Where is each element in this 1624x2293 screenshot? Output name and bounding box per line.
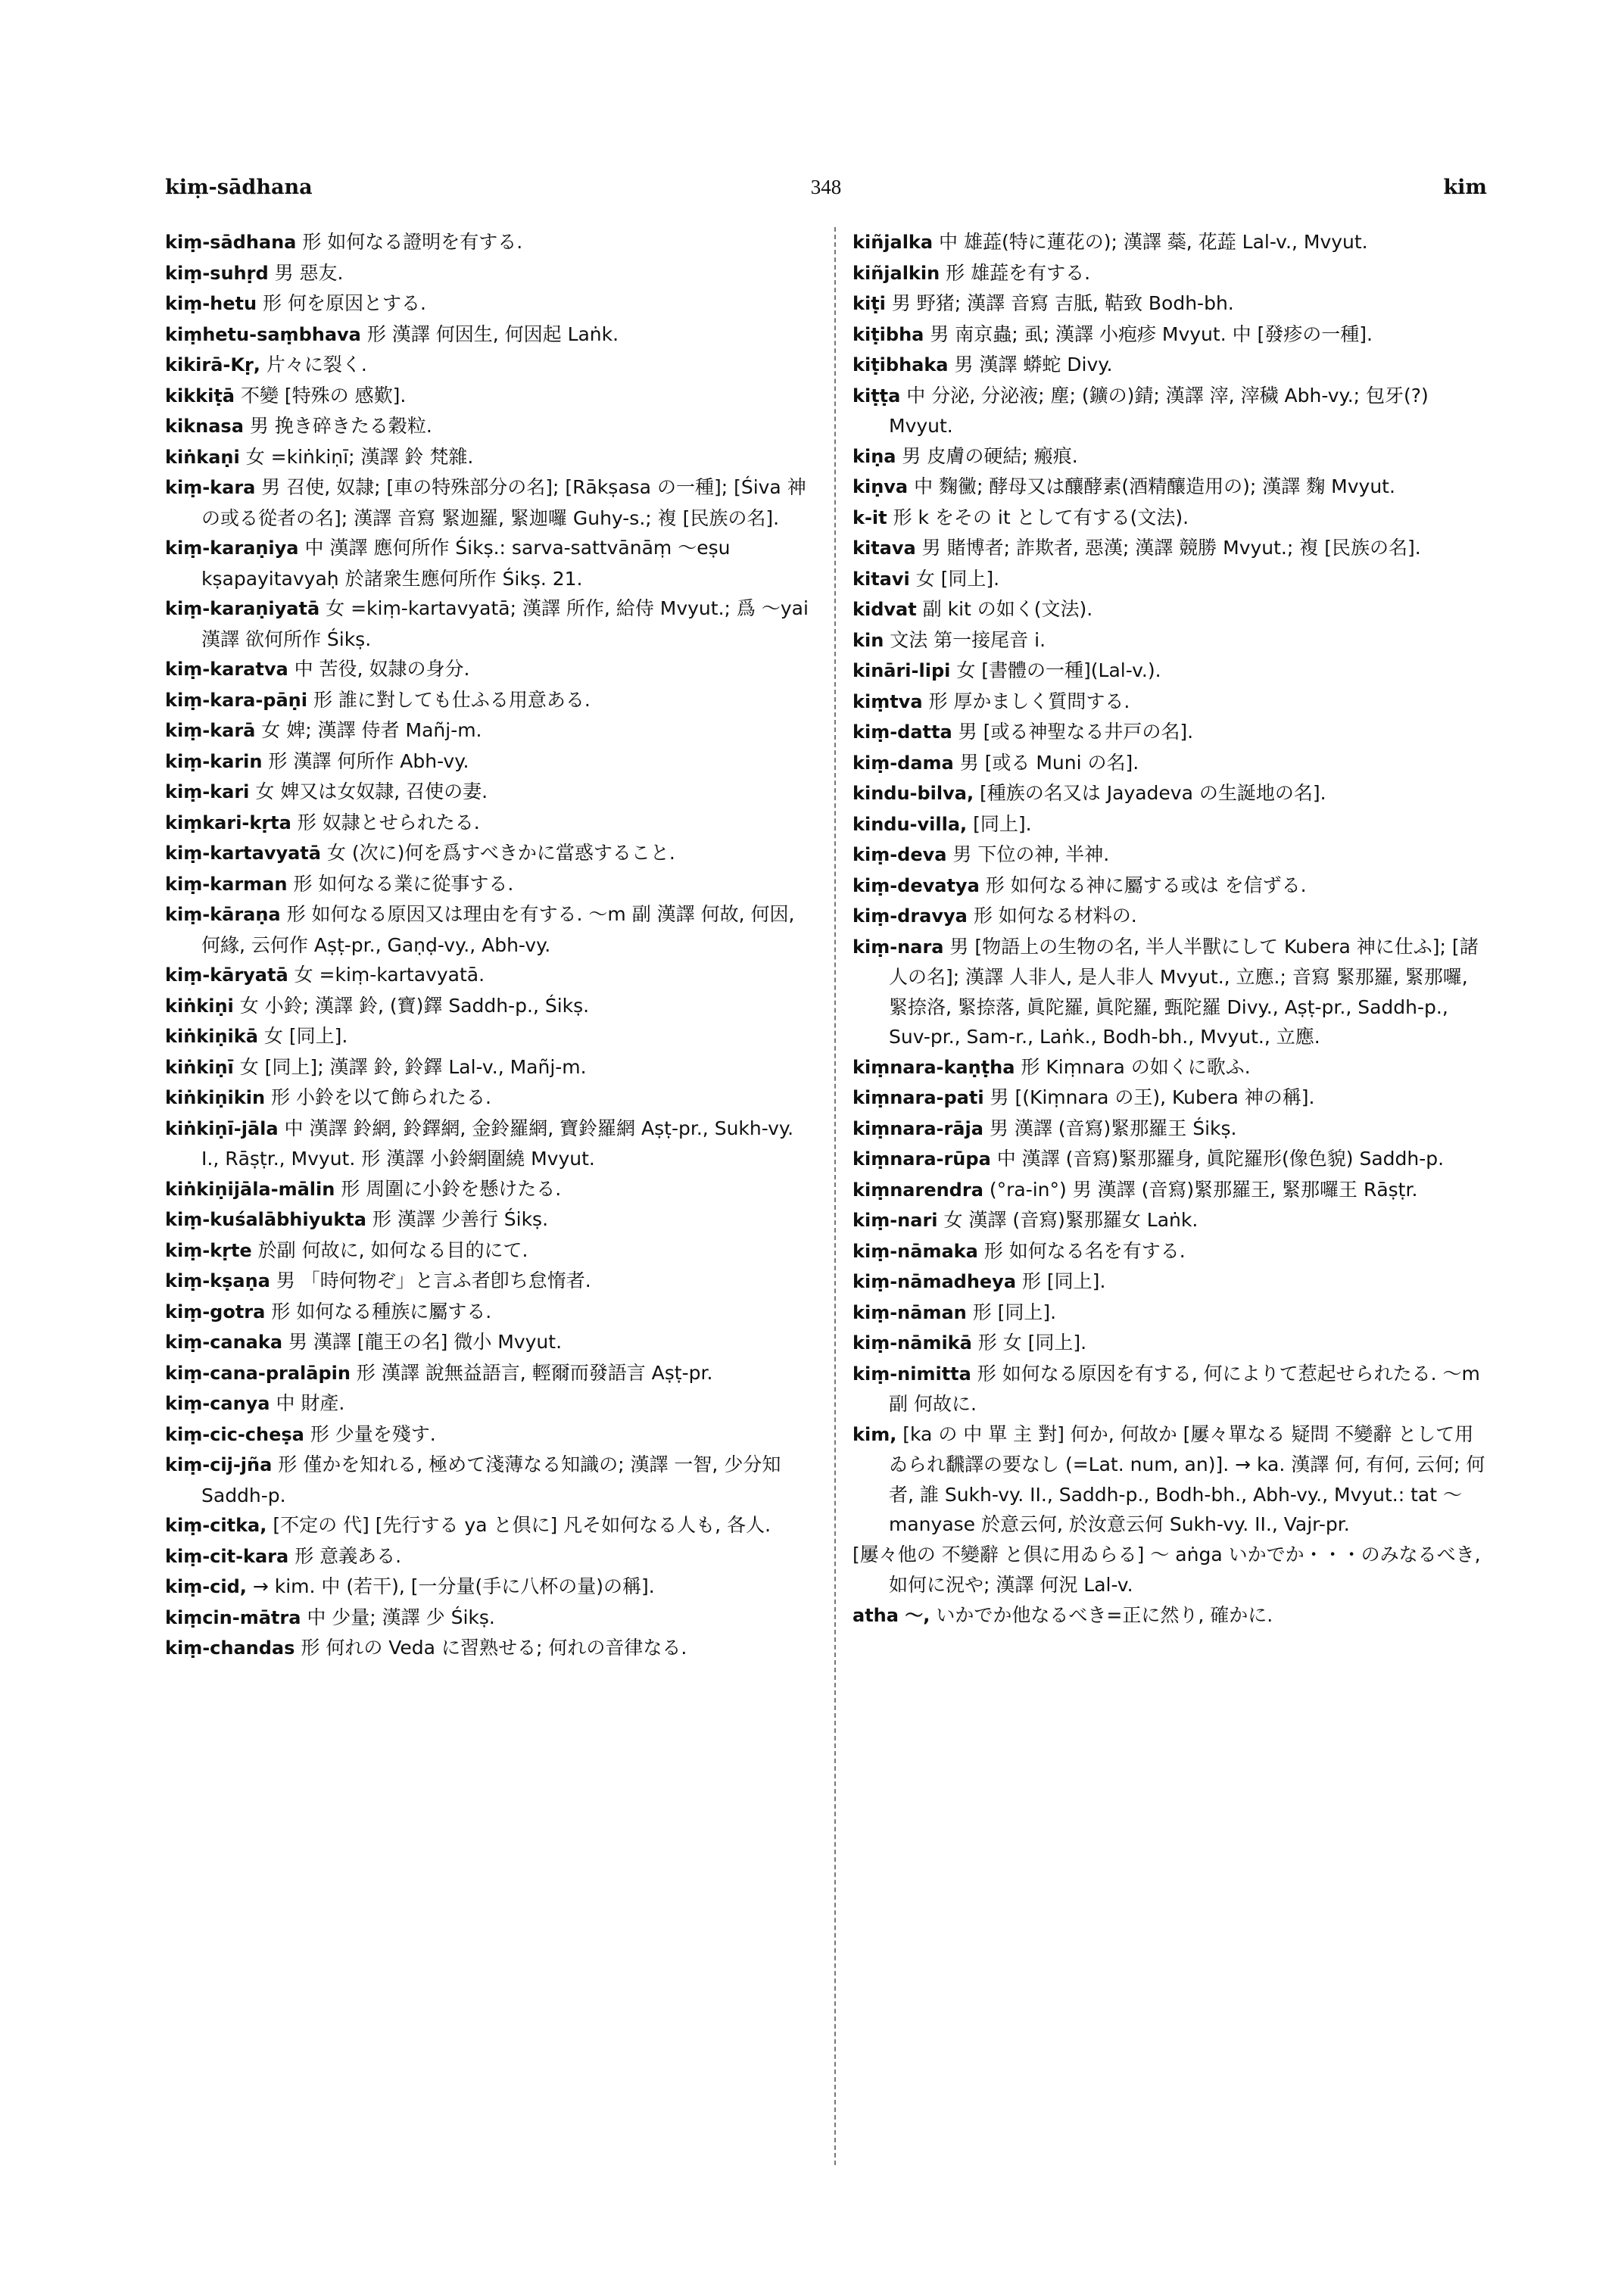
entry-headword: kiṃ-cid, [165,1576,247,1597]
dictionary-entry [853,288,1487,319]
entry-headword: kiṃnara-rūpa [853,1148,991,1170]
dictionary-entry [853,1175,1487,1206]
entry-headword: kiṃ-cit-kara [165,1545,289,1567]
dictionary-entry [165,1052,816,1083]
dictionary-entry [165,1297,816,1328]
dictionary-entry [853,1540,1487,1600]
dictionary-entry [853,1419,1487,1540]
dictionary-entry [165,1266,816,1297]
dictionary-entry [165,838,816,869]
dictionary-entry [853,1114,1487,1145]
entry-headword: kiṃ-karin [165,750,263,772]
entry-definition: 女 婢又は女奴隷, 召使の妻. [255,780,488,802]
dictionary-entry [165,350,816,381]
entry-headword: k-it [853,506,887,528]
dictionary-entry [853,1205,1487,1236]
dictionary-entry [165,685,816,716]
dictionary-entry [853,381,1487,441]
entry-headword: kiṃnara-pati [853,1087,984,1108]
entry-definition: 形 Kiṃnara の如くに歌ふ. [1021,1055,1251,1078]
entry-headword: kiṅkiṇijāla-mālin [165,1178,335,1200]
entry-definition: 女 [同上]. [915,567,1000,590]
entry-definition: [不定の 代] [先行する ya と倶に] 凡そ如何なる人も, 各人. [273,1514,771,1536]
entry-definition: 形 如何なる種族に屬する. [271,1300,492,1323]
entry-headword: kiṇva [853,476,909,497]
dictionary-entry [165,472,816,533]
entry-definition: 中 漢譯 (音寫)緊那羅身, 眞陀羅形(像色貌) Saddh-p. [996,1148,1445,1170]
entry-definition: [種族の名又は Jayadeva の生誕地の名]. [980,782,1326,804]
entry-headword: kiṃ-karaṇiya [165,537,299,559]
dictionary-entry [165,442,816,473]
entry-definition: (°ra-in°) 男 漢譯 (音寫)緊那羅王, 緊那囉王 Rāṣṭr. [989,1178,1418,1201]
entry-definition: 男 漢譯 (音寫)緊那羅王 Śikṣ. [989,1117,1237,1139]
entry-headword: kiṃ-nāman [853,1301,967,1323]
entry-headword: kiṃ-sādhana [165,232,297,253]
dictionary-entry [853,932,1487,1052]
entry-headword: kin [853,629,884,651]
dictionary-entry [165,1633,816,1664]
dictionary-entry [165,1419,816,1450]
entry-headword: kiṃ-datta [853,721,952,743]
entry-headword: kiṃ-chandas [165,1637,295,1659]
dictionary-entry [853,472,1487,503]
entry-headword: kiṃnarendra [853,1179,983,1201]
entry-headword: kiṃ-nāmaka [853,1240,978,1262]
entry-definition: 中 漢譯 鈴網, 鈴鐸網, 金鈴羅網, 寶鈴羅網 Aṣṭ-pr., Sukh-vy. I., Rāṣṭr., Mvyut. 形 漢譯 小鈴網圍繞 Mvyut. [201,1117,794,1170]
entry-headword: kiknasa [165,416,244,437]
dictionary-entry [853,625,1487,656]
entry-definition: [屢々他の 不變辭 と倶に用ゐらる] 〜 aṅga いかでか・・・のみなるべき, 如何に況や; 漢譯 何況 Lal-v. [853,1543,1481,1596]
entry-definition: 女 =kiṃ-kartavyatā; 漢譯 所作, 給侍 Mvyut.; 爲 〜yai 漢譯 欲何所作 Śikṣ. [201,597,809,650]
entry-definition: 形 如何なる名を有する. [983,1239,1186,1262]
entry-headword: kiṅkiṇikin [165,1087,266,1108]
dictionary-entry [853,441,1487,472]
entry-definition: 中 漢譯 應何所作 Śikṣ.: sarva-sattvānāṃ 〜eṣu kṣapayitavyaḥ 於諸衆生應何所作 Śikṣ. 21. [201,537,731,590]
entry-headword: kiṃ-nāmikā [853,1332,972,1354]
entry-definition: 男 [(Kiṃnara の王), Kubera 神の稱]. [990,1086,1315,1108]
entry-headword: kikkiṭā [165,385,235,407]
entry-definition: 形 何を原因とする. [263,292,426,314]
dictionary-entry [853,687,1487,718]
dictionary-entry [853,1328,1487,1359]
entry-definition: 形 意義ある. [295,1544,402,1567]
entry-headword: kiṃnara-rāja [853,1117,983,1139]
entry-headword: kiṅkiṇikā [165,1026,258,1047]
entry-definition: 男 南京蟲; 虱; 漢譯 小疱疹 Mvyut. 中 [發疹の一種]. [930,322,1373,345]
entry-definition: 男 漢譯 蟒蛇 Divy. [954,354,1113,375]
dictionary-entry [853,809,1487,840]
entry-headword: kiṃ-gotra [165,1301,266,1323]
entry-definition: いかでか他なるべき=正に然り, 確かに. [936,1603,1273,1626]
entry-headword: kidvat [853,599,917,620]
dictionary-entry [853,1083,1487,1114]
entry-definition: 不變 [特殊の 感歎]. [240,384,407,407]
entry-headword: kiṃ-kara [165,477,256,498]
dictionary-entry [165,1572,816,1603]
entry-headword: kitavi [853,568,910,590]
entry-headword: kiṭi [853,293,886,314]
entry-definition: 形 何れの Veda に習熟せる; 何れの音律なる. [301,1637,687,1659]
dictionary-entry [165,319,816,350]
entry-headword: kiṃ-nara [853,936,944,958]
entry-definition: 形 [同上]. [972,1301,1057,1323]
entry-headword: kiṃtva [853,690,923,712]
dictionary-entry [165,1388,816,1419]
entry-headword: kiṃ-karā [165,720,256,741]
dictionary-entry [165,715,816,746]
entry-headword: kiṃ-kṛte [165,1239,252,1261]
entry-definition: 文法 第一接尾音 i. [890,628,1046,651]
entry-definition: 形 漢譯 少善行 Śikṣ. [372,1208,549,1230]
dictionary-entry [853,1144,1487,1175]
dictionary-entry [165,1114,816,1174]
entry-headword: kiṃ-kari [165,781,250,802]
entry-headword: kiṃ-kāryatā [165,964,288,986]
dictionary-entry [853,840,1487,871]
dictionary-entry [165,1235,816,1266]
entry-definition: 男 [物語上の生物の名, 半人半獸にして Kubera 神に仕ふ]; [諸人の名]; 漢譯 人非人, 是人非人 Mvyut., 立應.; 音寫 緊那羅, 緊那囉, 緊捺洛, 緊捺落, 眞陀羅, 眞陀羅, 甄陀羅 Divy., Aṣṭ-pr., Saddh-p., Suv-pr., Sam-r., Laṅk., Bodh-bh., Mvyut., 立應. [889,935,1479,1048]
entry-definition: 形 僅かを知れる, 極めて淺薄なる知識の; 漢譯 一智, 少分知 Saddh-p. [201,1453,781,1506]
dictionary-entry [165,899,816,960]
dictionary-entry [165,991,816,1022]
entry-headword: kiṃ-devatya [853,874,980,896]
entry-definition: 形 周圍に小鈴を懸けたる. [341,1177,562,1200]
entry-headword: kiṃ-kāraṇa [165,904,281,925]
dictionary-entry [165,1541,816,1572]
entry-headword: kiṃ-deva [853,844,947,865]
entry-headword: kināri-lipi [853,660,951,681]
dictionary-entry [165,381,816,412]
entry-definition: 中 麴黴; 酵母又は釀酵素(酒精釀造用の); 漢譯 麴 Mvyut. [914,475,1395,497]
dictionary-entry [853,1236,1487,1267]
entry-headword: kiṅkiṇi [165,995,234,1017]
dictionary-entry [853,350,1487,381]
entry-definition: 形 少量を殘す. [310,1422,436,1445]
entry-definition: 形 k をその it として有する(文法). [893,506,1189,528]
dictionary-entry [165,777,816,808]
dictionary-entry [853,564,1487,595]
entry-definition: 女 (次に)何を爲すべきかに當惑すること. [326,842,675,864]
dictionary-entry [165,258,816,289]
dictionary-entry [165,869,816,900]
entry-definition: 男 賭博者; 詐欺者, 惡漢; 漢譯 競勝 Mvyut.; 複 [民族の名]. [921,537,1421,559]
entry-headword: kiñjalka [853,232,934,253]
entry-headword: kiṃ-kṣaṇa [165,1270,270,1291]
dictionary-entry [165,960,816,991]
dictionary-entry [853,656,1487,687]
entry-headword: kiṃ-kara-pāṇi [165,689,307,711]
entry-headword: kiṅkiṇī-jāla [165,1117,279,1139]
entry-headword: kitava [853,537,916,559]
entry-headword: kiṭṭa [853,385,901,407]
left-running-headword: kiṃ-sādhana [165,176,313,199]
entry-definition: 女 [同上]; 漢譯 鈴, 鈴鐸 Lal-v., Mañj-m. [239,1055,587,1078]
entry-definition: 男 召使, 奴隷; [車の特殊部分の名]; [Rākṣasa の一種]; [Śiva 神の或る從者の名]; 漢譯 音寫 緊迦羅, 緊迦囉 Guhy-s.; 複 [民族の名]. [201,476,806,529]
dictionary-entry [165,1204,816,1235]
dictionary-entry [853,1359,1487,1419]
entry-definition: 形 [同上]. [1021,1270,1106,1292]
entry-definition: 形 如何なる神に屬する或は を信ずる. [985,874,1307,896]
entry-headword: kiṃ-nāmadheya [853,1271,1017,1292]
entry-headword: kiṃ-karman [165,873,288,895]
entry-definition: 中 苦役, 奴隷の身分. [294,658,470,680]
entry-definition: 形 漢譯 何所作 Abh-vy. [268,749,469,772]
entry-definition: 男 [或る Muni の名]. [959,751,1139,774]
entry-definition: → kim. 中 (若干), [一分量(手に八杯の量)の稱]. [252,1575,655,1597]
dictionary-entry [165,594,816,654]
right-column [853,227,1487,1631]
entry-definition: 中 財產. [276,1392,345,1414]
entry-definition: 男 下位の神, 半神. [952,843,1110,865]
entry-definition: 男 「時何物ぞ」と言ふ者卽ち怠惰者. [276,1270,591,1291]
dictionary-entry [853,227,1487,258]
entry-headword: kiṃ-karatva [165,659,288,680]
entry-headword: kiṅkiṇī [165,1056,234,1078]
entry-definition: 男 野猪; 漢譯 音寫 吉胝, 鞊致 Bodh-bh. [891,292,1234,314]
entry-headword: kiṃ-dama [853,752,954,774]
dictionary-entry [853,778,1487,809]
entry-definition: 女 小鈴; 漢譯 鈴, (寶)鐸 Saddh-p., Śikṣ. [239,994,590,1017]
entry-headword: kiṭibhaka [853,354,949,375]
dictionary-entry [853,503,1487,534]
entry-definition: 男 挽き碎きたる穀粒. [249,415,432,437]
entry-definition: 女 =kiṅkiṇī; 漢譯 鈴 梵雜. [245,445,474,468]
entry-headword: kiṃnara-kaṇṭha [853,1056,1015,1078]
entry-headword: kiṃ-nari [853,1210,938,1231]
dictionary-entry [853,717,1487,748]
page-header [165,176,1487,206]
entry-definition: 片々に裂く. [266,354,367,375]
dictionary-entry [165,1021,816,1052]
entry-definition: 男 惡友. [274,261,344,284]
entry-headword: kiṃ-suhṛd [165,262,269,284]
dictionary-entry [853,748,1487,779]
entry-definition: 形 雄蕋を有する. [946,261,1091,284]
dictionary-entry [165,746,816,777]
entry-definition: 中 少量; 漢譯 少 Śikṣ. [307,1606,495,1628]
right-running-headword: kim [1443,176,1487,199]
entry-definition: 形 女 [同上]. [977,1332,1087,1354]
entry-definition: 形 奴隷とせられたる. [297,811,480,833]
entry-headword: kiṃ-citka, [165,1515,267,1536]
dictionary-entry [165,1450,816,1510]
entry-definition: 形 漢譯 說無益語言, 輕爾而發語言 Aṣṭ-pr. [356,1361,713,1384]
entry-headword: kiṭibha [853,323,924,345]
page-number: 348 [810,176,842,198]
entry-headword: kiṃhetu-saṃbhava [165,323,361,345]
entry-definition: 形 厚かましく質問する. [928,690,1130,712]
entry-definition: 男 漢譯 [龍王の名] 微小 Mvyut. [288,1331,563,1353]
entry-headword: kiṃ-hetu [165,293,257,314]
entry-headword: kiñjalkin [853,262,940,284]
entry-headword: kiṃ-canaka [165,1332,283,1353]
entry-headword: kiṃ-kartavyatā [165,843,321,864]
dictionary-entry [165,1327,816,1358]
entry-headword: kim, [853,1423,897,1445]
entry-headword: kiṃ-canya [165,1393,270,1414]
dictionary-entry [165,1174,816,1205]
entry-headword: kiṇa [853,445,896,467]
entry-definition: 女 [書體の一種](Lal-v.). [956,659,1161,681]
entry-definition: 形 如何なる材料の. [973,905,1137,927]
entry-definition: 形 如何なる原因又は理由を有する. 〜m 副 漢譯 何故, 何因, 何緣, 云何作 Aṣṭ-pr., Gaṇḍ-vy., Abh-vy. [201,903,795,956]
entry-definition: 女 漢譯 (音寫)緊那羅女 Laṅk. [943,1209,1199,1231]
dictionary-entry [165,288,816,319]
entry-headword: kikirā-Kṛ, [165,354,260,375]
entry-definition: 男 [或る神聖なる井戸の名]. [958,721,1194,743]
dictionary-entry [165,227,816,258]
entry-definition: [同上]. [973,812,1032,835]
entry-headword: atha 〜, [853,1604,930,1626]
dictionary-entry [853,1266,1487,1298]
entry-definition: 女 =kiṃ-kartavyatā. [294,964,485,986]
dictionary-entry [165,1510,816,1541]
entry-definition: 形 小鈴を以て飾られたる. [271,1086,491,1108]
dictionary-entry [853,901,1487,932]
dictionary-entry [853,258,1487,289]
entry-definition: 女 婢; 漢譯 侍者 Mañj-m. [261,719,482,741]
entry-definition: 形 如何なる業に從事する. [293,872,514,895]
entry-headword: kindu-villa, [853,813,968,835]
entry-definition: 副 kit の如く(文法). [922,598,1093,620]
entry-definition: 形 如何なる證明を有する. [302,231,523,253]
entry-definition: 形 如何なる原因を有する, 何によりて惹起せられたる. 〜m 副 何故に. [889,1362,1480,1415]
dictionary-entry [165,654,816,685]
entry-headword: kiṃ-dravya [853,905,968,927]
entry-definition: 女 [同上]. [263,1025,348,1047]
entry-definition: 中 分泌, 分泌液; 塵; (鑛の)錆; 漢譯 滓, 滓穢 Abh-vy.; 包牙(?) Mvyut. [889,384,1429,437]
entry-definition: 男 皮膚の硬結; 瘢痕. [902,444,1078,467]
entry-definition: [ka の 中 單 主 對] 何か, 何故か [屢々單なる 疑問 不變辭 として用ゐられ飜譯の要なし (=Lat. num, an)]. → ka. 漢譯 何, 有何, 云何; 何者, 誰 Sukh-vy. II., Saddh-p., Bodh-bh., Abh-vy., Mvyut.: tat 〜 manyase 於意云何, 於汝意云何 Sukh-vy. II., Vajr-pr. [889,1422,1485,1535]
entry-headword: kiṃ-karaṇiyatā [165,598,320,619]
left-column [165,227,816,1664]
entry-headword: kiṃ-cic-cheṣa [165,1423,304,1445]
entry-definition: 形 誰に對しても仕ふる用意ある. [313,688,591,711]
entry-headword: kiṃkari-kṛta [165,812,291,833]
entry-headword: kindu-bilva, [853,783,974,804]
entry-headword: kiṃ-kuśalābhiyukta [165,1209,366,1230]
entry-headword: kiṃ-cana-pralāpin [165,1362,351,1384]
dictionary-entry [165,411,816,442]
entry-definition: 於副 何故に, 如何なる目的にて. [257,1238,528,1261]
dictionary-entry [165,1083,816,1114]
column-divider [834,227,836,2165]
dictionary-entry [853,594,1487,625]
dictionary-entry [853,533,1487,564]
dictionary-entry [853,871,1487,902]
dictionary-entry [165,1603,816,1634]
entry-headword: kiṃ-nimitta [853,1363,971,1385]
dictionary-entry [853,1600,1487,1631]
dictionary-entry [165,808,816,839]
dictionary-entry [853,1298,1487,1329]
entry-headword: kiṃ-cij-jña [165,1454,273,1475]
dictionary-entry [165,1358,816,1389]
dictionary-entry [165,533,816,594]
dictionary-entry [853,319,1487,350]
entry-definition: 中 雄蕋(特に蓮花の); 漢譯 蘂, 花蕋 Lal-v., Mvyut. [939,231,1368,253]
entry-headword: kiṃcin-mātra [165,1606,301,1628]
dictionary-entry [853,1052,1487,1083]
entry-headword: kiṅkaṇi [165,446,240,468]
entry-definition: 形 漢譯 何因生, 何因起 Laṅk. [366,322,619,345]
